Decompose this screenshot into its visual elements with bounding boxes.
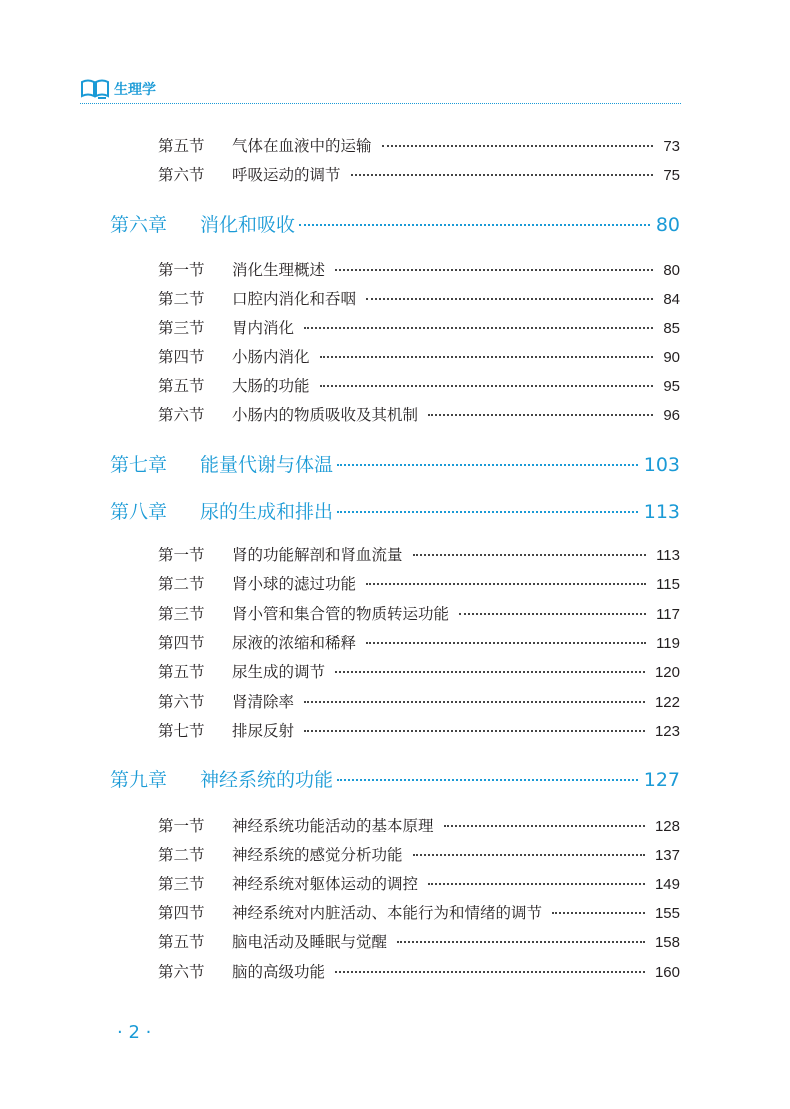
section-number: 第五节 (158, 137, 205, 155)
section-number: 第四节 (158, 348, 205, 366)
header-divider (80, 103, 681, 104)
dot-leader (320, 356, 654, 358)
page-ref: 103 (643, 454, 680, 476)
page-ref: 96 (663, 407, 680, 424)
section-entry (158, 572, 680, 592)
dot-leader (366, 298, 653, 300)
section-title: 消化生理概述 (232, 261, 326, 279)
chapter-number: 第七章 (110, 454, 168, 476)
page-ref: 80 (655, 214, 680, 236)
section-entry (158, 660, 680, 680)
section-title: 肾小球的滤过功能 (232, 575, 357, 593)
section-entry (158, 403, 680, 423)
section-title: 胃内消化 (232, 319, 295, 337)
page-ref: 127 (643, 769, 680, 791)
dot-leader (366, 642, 646, 644)
section-title: 大肠的功能 (232, 377, 310, 395)
section-title: 小肠内消化 (232, 348, 310, 366)
page-ref: 123 (654, 723, 680, 740)
section-title: 口腔内消化和吞咽 (232, 290, 357, 308)
dot-leader (304, 701, 645, 703)
page-ref: 128 (654, 818, 680, 835)
section-entry (158, 163, 680, 183)
book-title: 生理学 (114, 82, 156, 98)
page-ref: 85 (663, 320, 680, 337)
section-number: 第七节 (158, 722, 205, 740)
chapter-title: 能量代谢与体温 (200, 454, 334, 476)
page-ref: 73 (663, 138, 680, 155)
page-ref: 80 (663, 262, 680, 279)
chapter-title: 神经系统的功能 (200, 769, 334, 791)
page-ref: 113 (643, 501, 680, 523)
section-number: 第六节 (158, 963, 205, 981)
dot-leader (337, 511, 638, 513)
section-entry (158, 814, 680, 834)
section-entry (158, 631, 680, 651)
dot-leader (428, 414, 653, 416)
dot-leader (320, 385, 654, 387)
section-title: 气体在血液中的运输 (232, 137, 372, 155)
section-title: 脑的高级功能 (232, 963, 326, 981)
section-number: 第五节 (158, 933, 205, 951)
section-title: 小肠内的物质吸收及其机制 (232, 406, 419, 424)
section-title: 神经系统的感觉分析功能 (232, 846, 403, 864)
page-ref: 90 (663, 349, 680, 366)
page-ref: 122 (654, 694, 680, 711)
section-number: 第四节 (158, 904, 205, 922)
chapter-number: 第九章 (110, 769, 168, 791)
section-title: 肾小管和集合管的物质转运功能 (232, 605, 450, 623)
page-ref: 115 (656, 576, 680, 593)
chapter-number: 第八章 (110, 501, 168, 523)
section-entry (158, 872, 680, 892)
dot-leader (397, 941, 645, 943)
section-entry (158, 258, 680, 278)
section-number: 第一节 (158, 817, 205, 835)
section-entry (158, 901, 680, 921)
page-ref: 158 (654, 934, 680, 951)
section-entry (158, 602, 680, 622)
section-number: 第五节 (158, 377, 205, 395)
page-ref: 149 (654, 876, 680, 893)
section-title: 肾清除率 (232, 693, 295, 711)
section-number: 第三节 (158, 319, 205, 337)
dot-leader (337, 779, 638, 781)
dot-leader (428, 883, 645, 885)
section-number: 第三节 (158, 605, 205, 623)
section-title: 神经系统对躯体运动的调控 (232, 875, 419, 893)
page-ref: 95 (663, 378, 680, 395)
section-title: 神经系统对内脏活动、本能行为和情绪的调节 (232, 904, 543, 922)
chapter-number: 第六章 (110, 214, 168, 236)
page-ref: 137 (654, 847, 680, 864)
dot-leader (304, 327, 653, 329)
dot-leader (413, 554, 647, 556)
section-entry (158, 719, 680, 739)
section-number: 第六节 (158, 166, 205, 184)
chapter-entry (110, 765, 680, 791)
page-ref: 120 (654, 664, 680, 681)
section-number: 第六节 (158, 406, 205, 424)
section-number: 第三节 (158, 875, 205, 893)
section-title: 排尿反射 (232, 722, 295, 740)
section-entry (158, 960, 680, 980)
section-title: 肾的功能解剖和肾血流量 (232, 546, 403, 564)
section-number: 第六节 (158, 693, 205, 711)
section-number: 第一节 (158, 546, 205, 564)
page-number: · 2 · (117, 1022, 152, 1043)
chapter-title: 消化和吸收 (200, 214, 296, 236)
section-entry (158, 316, 680, 336)
page-ref: 155 (654, 905, 680, 922)
open-book-icon (80, 78, 110, 100)
section-title: 尿液的浓缩和稀释 (232, 634, 357, 652)
dot-leader (413, 854, 645, 856)
section-number: 第二节 (158, 575, 205, 593)
section-title: 尿生成的调节 (232, 663, 326, 681)
dot-leader (459, 613, 646, 615)
dot-leader (444, 825, 645, 827)
section-entry (158, 843, 680, 863)
page-ref: 160 (654, 964, 680, 981)
section-title: 脑电活动及睡眠与觉醒 (232, 933, 388, 951)
section-entry (158, 690, 680, 710)
page-ref: 119 (656, 635, 680, 652)
dot-leader (552, 912, 645, 914)
chapter-entry (110, 450, 680, 476)
dot-leader (299, 224, 650, 226)
section-entry (158, 287, 680, 307)
dot-leader (335, 971, 645, 973)
section-entry (158, 374, 680, 394)
dot-leader (337, 464, 638, 466)
section-number: 第五节 (158, 663, 205, 681)
section-entry (158, 543, 680, 563)
section-title: 呼吸运动的调节 (232, 166, 341, 184)
dot-leader (304, 730, 645, 732)
chapter-entry (110, 497, 680, 523)
page-ref: 117 (656, 606, 680, 623)
section-entry (158, 930, 680, 950)
section-number: 第二节 (158, 846, 205, 864)
page-ref: 84 (663, 291, 680, 308)
dot-leader (335, 269, 653, 271)
section-entry (158, 134, 680, 154)
dot-leader (366, 583, 646, 585)
running-header (80, 78, 156, 100)
section-entry (158, 345, 680, 365)
dot-leader (382, 145, 654, 147)
page-ref: 75 (663, 167, 680, 184)
dot-leader (351, 174, 654, 176)
chapter-title: 尿的生成和排出 (200, 501, 334, 523)
section-number: 第二节 (158, 290, 205, 308)
page-ref: 113 (656, 547, 680, 564)
section-number: 第四节 (158, 634, 205, 652)
section-title: 神经系统功能活动的基本原理 (232, 817, 434, 835)
chapter-entry (110, 210, 680, 236)
dot-leader (335, 671, 645, 673)
section-number: 第一节 (158, 261, 205, 279)
